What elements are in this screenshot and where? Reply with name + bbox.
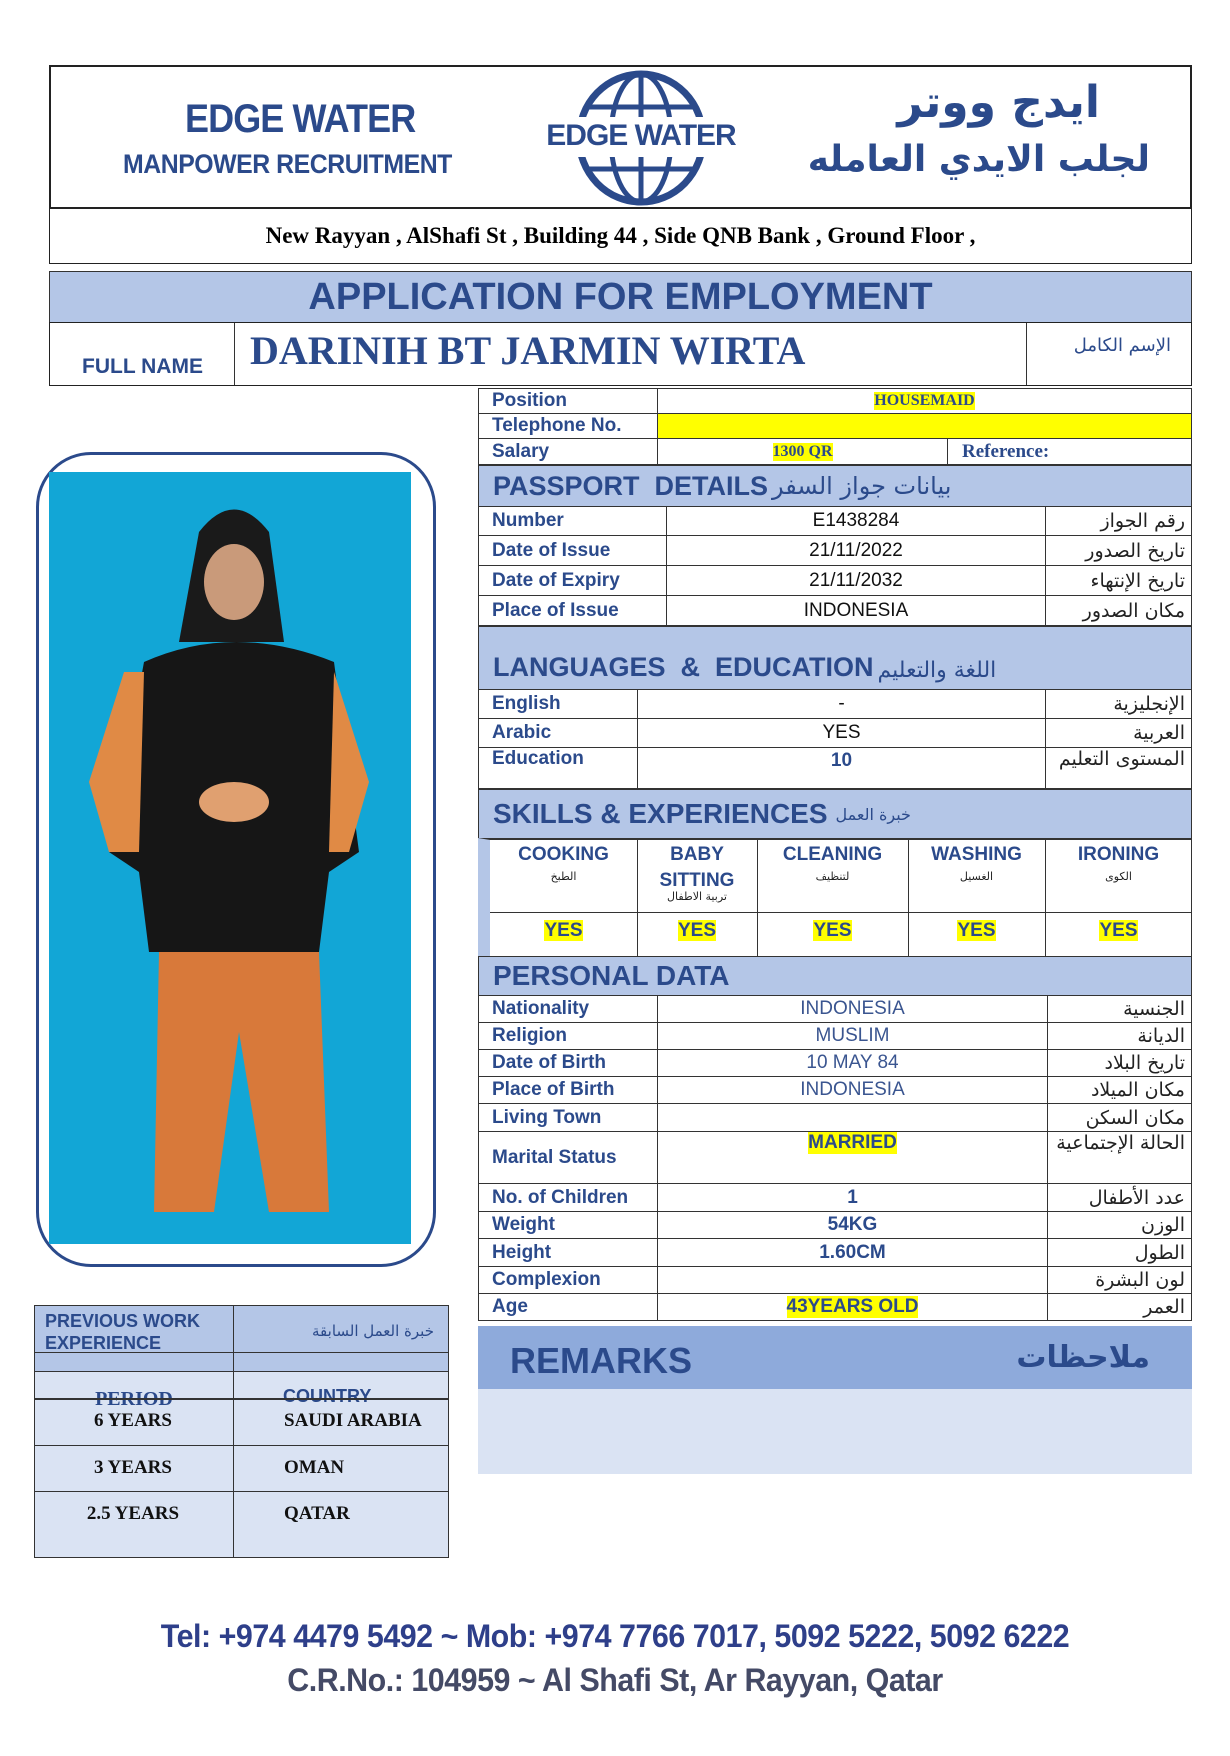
skill-value: YES — [544, 920, 583, 941]
passport-label: Date of Expiry — [479, 566, 667, 595]
personal-label: Marital Status — [479, 1132, 658, 1183]
skill-label-ar: الكوى — [1105, 870, 1132, 883]
passport-heading: PASSPORT DETAILS — [493, 470, 769, 501]
work-period: 2.5 YEARS — [86, 1503, 180, 1524]
passport-label: Number — [479, 506, 667, 535]
languages-heading: LANGUAGES & EDUCATION — [493, 652, 874, 682]
personal-header — [478, 956, 1192, 996]
passport-header — [478, 465, 1192, 507]
personal-ar: العمر — [1143, 1296, 1185, 1318]
personal-row — [478, 1104, 1192, 1132]
personal-label: Date of Birth — [479, 1050, 658, 1076]
personal-label: Religion — [479, 1023, 658, 1049]
skill-value: YES — [957, 920, 996, 941]
language-label: English — [479, 690, 638, 718]
skill-label: COOKING — [518, 844, 609, 865]
full-name-label: FULL NAME — [82, 355, 203, 378]
passport-value: INDONESIA — [667, 596, 1046, 625]
skill-label-ar: الطبخ — [550, 870, 577, 883]
languages-header — [478, 626, 1192, 690]
personal-value — [658, 1267, 1048, 1293]
company-subtitle-en: MANPOWER RECRUITMENT — [123, 149, 452, 179]
personal-value: 1 — [658, 1184, 1048, 1211]
personal-value: INDONESIA — [658, 1077, 1048, 1103]
personal-label: Place of Birth — [479, 1077, 658, 1103]
footer-contact: Tel: +974 4479 5492 ~ Mob: +974 7766 7017, 5092 5222, 5092 6222 — [160, 1618, 1070, 1654]
personal-heading: PERSONAL DATA — [493, 960, 730, 991]
skill-label: IRONING — [1077, 844, 1160, 865]
personal-row — [478, 995, 1192, 1023]
personal-label: Nationality — [479, 995, 658, 1022]
full-name-value: DARINIH BT JARMIN WIRTA — [250, 328, 806, 373]
passport-ar: تاريخ الإنتهاء — [1090, 569, 1185, 592]
personal-row — [478, 1212, 1192, 1239]
passport-label: Place of Issue — [479, 596, 667, 625]
skill-label: CLEANING — [782, 844, 883, 865]
skill-label-ar: الغسيل — [959, 870, 994, 883]
position-label: Position — [479, 389, 658, 413]
passport-ar: رقم الجواز — [1100, 509, 1185, 532]
remarks-heading-ar: ملاحظات — [1016, 1340, 1150, 1375]
personal-ar: مكان السكن — [1085, 1106, 1185, 1129]
personal-ar: عدد الأطفال — [1088, 1186, 1185, 1209]
language-row — [478, 719, 1192, 748]
personal-value — [658, 1104, 1048, 1131]
telephone-value — [658, 414, 1191, 438]
full-name-row — [49, 322, 1192, 386]
page-title: APPLICATION FOR EMPLOYMENT — [308, 275, 933, 318]
personal-ar: الجنسية — [1123, 997, 1185, 1020]
skill-value: YES — [677, 920, 717, 941]
personal-ar: مكان الميلاد — [1090, 1079, 1185, 1101]
personal-value: INDONESIA — [658, 995, 1048, 1022]
letterhead — [49, 65, 1192, 209]
company-subtitle-ar: لجلب الايدي العامله — [807, 139, 1150, 180]
skills-heading-ar: خبرة العمل — [835, 804, 911, 824]
work-country: SAUDI ARABIA — [284, 1410, 422, 1431]
personal-ar: تاريخ البلاد — [1104, 1052, 1185, 1074]
personal-ar: الطول — [1134, 1241, 1185, 1264]
skill-label: BABY SITTING — [659, 844, 735, 891]
personal-ar: لون البشرة — [1095, 1269, 1185, 1291]
personal-value: 1.60CM — [658, 1239, 1048, 1266]
passport-label: Date of Issue — [479, 536, 667, 565]
language-ar: المستوى التعليم — [1058, 748, 1185, 770]
personal-row — [478, 1184, 1192, 1212]
remarks-body[interactable] — [478, 1389, 1192, 1474]
passport-ar: تاريخ الصدور — [1085, 539, 1185, 562]
languages-heading-ar: اللغة والتعليم — [877, 658, 997, 683]
language-value: 10 — [638, 748, 1046, 788]
passport-row — [478, 566, 1192, 596]
salary-row — [478, 439, 1192, 465]
work-period: 6 YEARS — [94, 1410, 172, 1431]
full-name-label-ar: الإسم الكامل — [1073, 335, 1171, 356]
passport-row — [478, 536, 1192, 566]
passport-value: 21/11/2032 — [667, 566, 1046, 595]
personal-value: 54KG — [658, 1212, 1048, 1238]
personal-value: 43YEARS OLD — [786, 1296, 919, 1317]
language-label: Arabic — [479, 719, 638, 747]
passport-value: 21/11/2022 — [667, 536, 1046, 565]
language-value: YES — [638, 719, 1046, 747]
skill-label: WASHING — [931, 844, 1022, 865]
personal-ar: الديانة — [1137, 1025, 1185, 1047]
language-label: Education — [479, 748, 638, 788]
passport-heading-ar: بيانات جواز السفر — [772, 472, 952, 500]
passport-row — [478, 596, 1192, 626]
country-header: COUNTRY — [283, 1386, 372, 1406]
company-name-en: EDGE WATER — [185, 97, 416, 141]
globe-logo — [541, 69, 741, 207]
salary-label: Salary — [479, 439, 658, 464]
passport-value: E1438284 — [667, 506, 1046, 535]
previous-work-heading: PREVIOUS WORK EXPERIENCE — [45, 1311, 201, 1353]
reference-label: Reference: — [962, 440, 1050, 462]
personal-row — [478, 1077, 1192, 1104]
personal-ar: الحالة الإجتماعية — [1056, 1132, 1185, 1154]
personal-row — [478, 1267, 1192, 1294]
position-value: HOUSEMAID — [874, 392, 975, 409]
remarks-heading: REMARKS — [510, 1340, 693, 1381]
personal-row — [478, 1132, 1192, 1184]
skills-header — [478, 789, 1192, 839]
previous-work-heading-ar: خبرة العمل السابقة — [312, 1322, 434, 1340]
language-row — [478, 690, 1192, 719]
candidate-photo — [49, 472, 411, 1244]
position-row — [478, 388, 1192, 414]
footer-registration: C.R.No.: 104959 ~ Al Shafi St, Ar Rayyan, Qatar — [287, 1662, 943, 1698]
period-header: PERIOD — [95, 1388, 173, 1410]
application-title-bar — [49, 271, 1192, 323]
personal-value: MUSLIM — [658, 1023, 1048, 1049]
work-period: 3 YEARS — [94, 1456, 172, 1478]
logo-text: EDGE WATER — [546, 119, 736, 152]
address-bar — [49, 208, 1192, 264]
skill-label-ar: تربية الاطفال — [667, 890, 727, 903]
company-name-ar: ايدج ووتر — [897, 77, 1100, 128]
telephone-row — [478, 414, 1192, 439]
language-ar: الإنجليزية — [1113, 693, 1185, 715]
personal-value: MARRIED — [808, 1132, 897, 1153]
passport-ar: مكان الصدور — [1082, 599, 1185, 622]
personal-label: Complexion — [479, 1267, 658, 1293]
skills-heading: SKILLS & EXPERIENCES — [493, 798, 828, 829]
remarks-header — [478, 1326, 1192, 1389]
telephone-label: Telephone No. — [479, 414, 658, 438]
passport-row — [478, 506, 1192, 536]
personal-ar: الوزن — [1140, 1214, 1185, 1236]
salary-value: 1300 QR — [772, 442, 833, 460]
personal-label: No. of Children — [479, 1184, 658, 1211]
language-row — [478, 748, 1192, 789]
work-country: OMAN — [284, 1456, 345, 1478]
language-value: - — [638, 690, 1046, 718]
personal-label: Living Town — [479, 1104, 658, 1131]
personal-row — [478, 1294, 1192, 1321]
skill-value: YES — [813, 920, 852, 941]
personal-row — [478, 1023, 1192, 1050]
language-ar: العربية — [1133, 722, 1185, 744]
personal-row — [478, 1050, 1192, 1077]
address-text: New Rayyan , AlShafi St , Building 44 , Side QNB Bank , Ground Floor , — [265, 223, 976, 248]
personal-label: Weight — [479, 1212, 658, 1238]
personal-label: Age — [479, 1294, 658, 1320]
skill-value: YES — [1099, 920, 1138, 941]
personal-label: Height — [479, 1239, 658, 1266]
personal-row — [478, 1239, 1192, 1267]
work-country: QATAR — [284, 1503, 350, 1524]
skill-label-ar: لتنظيف — [815, 870, 850, 883]
personal-value: 10 MAY 84 — [658, 1050, 1048, 1076]
